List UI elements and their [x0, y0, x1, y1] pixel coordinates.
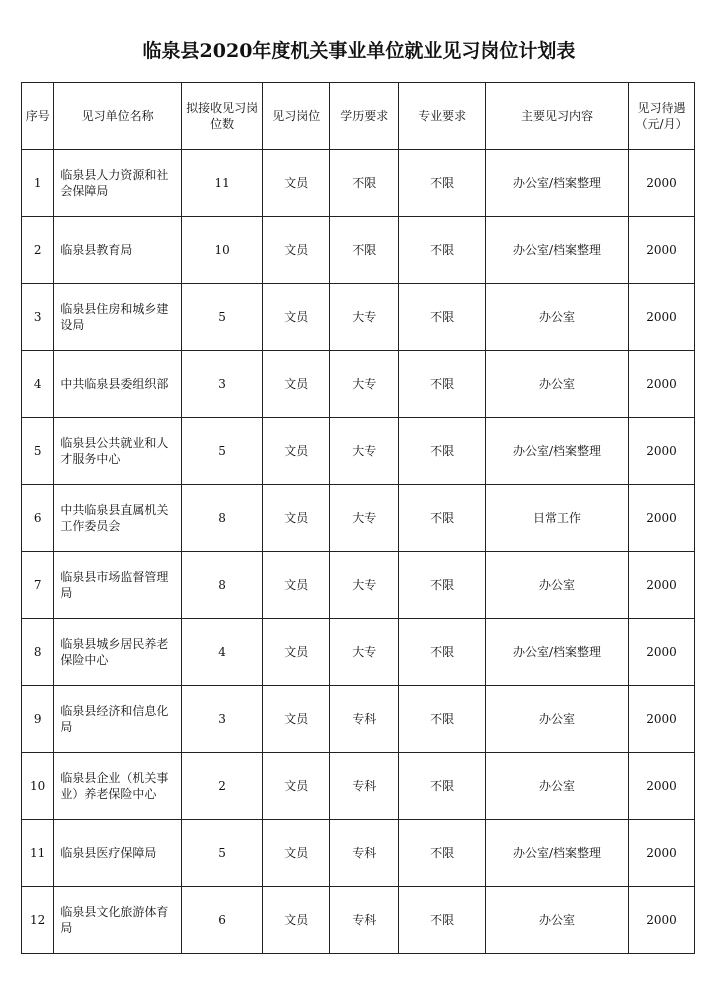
cell-unit: 临泉县教育局	[54, 217, 181, 284]
cell-content: 办公室	[485, 351, 628, 418]
cell-major: 不限	[399, 217, 486, 284]
cell-pay: 2000	[629, 217, 695, 284]
cell-edu: 大专	[330, 418, 399, 485]
cell-count: 3	[181, 686, 263, 753]
cell-pay: 2000	[629, 485, 695, 552]
cell-content: 办公室/档案整理	[485, 820, 628, 887]
cell-count: 5	[181, 418, 263, 485]
cell-post: 文员	[263, 485, 330, 552]
cell-count: 11	[181, 150, 263, 217]
cell-pay: 2000	[629, 820, 695, 887]
cell-seq: 5	[22, 418, 54, 485]
cell-post: 文员	[263, 820, 330, 887]
cell-major: 不限	[399, 485, 486, 552]
cell-seq: 6	[22, 485, 54, 552]
cell-edu: 专科	[330, 686, 399, 753]
cell-count: 8	[181, 485, 263, 552]
cell-seq: 9	[22, 686, 54, 753]
table-row	[22, 351, 695, 418]
cell-seq: 2	[22, 217, 54, 284]
cell-pay: 2000	[629, 619, 695, 686]
cell-major: 不限	[399, 351, 486, 418]
cell-seq: 10	[22, 753, 54, 820]
cell-unit: 临泉县城乡居民养老保险中心	[54, 619, 181, 686]
cell-count: 6	[181, 887, 263, 954]
cell-seq: 3	[22, 284, 54, 351]
cell-major: 不限	[399, 619, 486, 686]
cell-edu: 大专	[330, 284, 399, 351]
table-row	[22, 552, 695, 619]
cell-pay: 2000	[629, 753, 695, 820]
cell-unit: 临泉县住房和城乡建设局	[54, 284, 181, 351]
header-unit: 见习单位名称	[54, 83, 181, 150]
cell-content: 日常工作	[485, 485, 628, 552]
cell-pay: 2000	[629, 686, 695, 753]
cell-pay: 2000	[629, 418, 695, 485]
cell-count: 2	[181, 753, 263, 820]
cell-edu: 不限	[330, 150, 399, 217]
cell-major: 不限	[399, 150, 486, 217]
cell-content: 办公室	[485, 753, 628, 820]
cell-seq: 8	[22, 619, 54, 686]
cell-count: 5	[181, 284, 263, 351]
cell-content: 办公室	[485, 686, 628, 753]
cell-seq: 4	[22, 351, 54, 418]
cell-edu: 大专	[330, 552, 399, 619]
cell-major: 不限	[399, 820, 486, 887]
table-header-row	[22, 83, 695, 150]
table-row	[22, 150, 695, 217]
cell-pay: 2000	[629, 150, 695, 217]
cell-unit: 临泉县公共就业和人才服务中心	[54, 418, 181, 485]
cell-post: 文员	[263, 284, 330, 351]
table-row	[22, 217, 695, 284]
cell-seq: 1	[22, 150, 54, 217]
cell-content: 办公室	[485, 284, 628, 351]
cell-seq: 7	[22, 552, 54, 619]
cell-content: 办公室/档案整理	[485, 418, 628, 485]
cell-post: 文员	[263, 150, 330, 217]
table-row	[22, 753, 695, 820]
header-pay: 见习待遇（元/月）	[629, 83, 695, 150]
cell-content: 办公室/档案整理	[485, 150, 628, 217]
cell-unit: 临泉县经济和信息化局	[54, 686, 181, 753]
cell-seq: 12	[22, 887, 54, 954]
cell-edu: 大专	[330, 485, 399, 552]
cell-unit: 临泉县市场监督管理局	[54, 552, 181, 619]
cell-pay: 2000	[629, 284, 695, 351]
cell-edu: 专科	[330, 753, 399, 820]
table-row	[22, 485, 695, 552]
cell-count: 4	[181, 619, 263, 686]
cell-edu: 专科	[330, 820, 399, 887]
header-content: 主要见习内容	[485, 83, 628, 150]
cell-unit: 中共临泉县委组织部	[54, 351, 181, 418]
cell-post: 文员	[263, 887, 330, 954]
cell-count: 3	[181, 351, 263, 418]
header-count: 拟接收见习岗位数	[181, 83, 263, 150]
cell-edu: 大专	[330, 351, 399, 418]
cell-edu: 大专	[330, 619, 399, 686]
cell-count: 10	[181, 217, 263, 284]
cell-post: 文员	[263, 686, 330, 753]
table-row	[22, 284, 695, 351]
cell-edu: 专科	[330, 887, 399, 954]
cell-unit: 临泉县文化旅游体育局	[54, 887, 181, 954]
plan-table	[21, 82, 695, 954]
cell-content: 办公室	[485, 887, 628, 954]
table-row	[22, 820, 695, 887]
cell-major: 不限	[399, 887, 486, 954]
header-edu: 学历要求	[330, 83, 399, 150]
cell-edu: 不限	[330, 217, 399, 284]
page-title: 临泉县2020年度机关事业单位就业见习岗位计划表	[142, 40, 576, 62]
cell-post: 文员	[263, 217, 330, 284]
cell-seq: 11	[22, 820, 54, 887]
cell-unit: 中共临泉县直属机关工作委员会	[54, 485, 181, 552]
cell-unit: 临泉县医疗保障局	[54, 820, 181, 887]
cell-count: 8	[181, 552, 263, 619]
table-row	[22, 887, 695, 954]
header-seq: 序号	[22, 83, 54, 150]
cell-post: 文员	[263, 418, 330, 485]
cell-post: 文员	[263, 351, 330, 418]
cell-major: 不限	[399, 686, 486, 753]
cell-pay: 2000	[629, 351, 695, 418]
table-row	[22, 686, 695, 753]
table-row	[22, 619, 695, 686]
cell-pay: 2000	[629, 887, 695, 954]
cell-content: 办公室/档案整理	[485, 619, 628, 686]
cell-post: 文员	[263, 552, 330, 619]
cell-unit: 临泉县人力资源和社会保障局	[54, 150, 181, 217]
cell-major: 不限	[399, 418, 486, 485]
cell-unit: 临泉县企业（机关事业）养老保险中心	[54, 753, 181, 820]
cell-major: 不限	[399, 753, 486, 820]
cell-count: 5	[181, 820, 263, 887]
table-row	[22, 418, 695, 485]
cell-content: 办公室/档案整理	[485, 217, 628, 284]
header-post: 见习岗位	[263, 83, 330, 150]
header-major: 专业要求	[399, 83, 486, 150]
cell-post: 文员	[263, 619, 330, 686]
cell-major: 不限	[399, 552, 486, 619]
cell-content: 办公室	[485, 552, 628, 619]
cell-pay: 2000	[629, 552, 695, 619]
cell-major: 不限	[399, 284, 486, 351]
cell-post: 文员	[263, 753, 330, 820]
